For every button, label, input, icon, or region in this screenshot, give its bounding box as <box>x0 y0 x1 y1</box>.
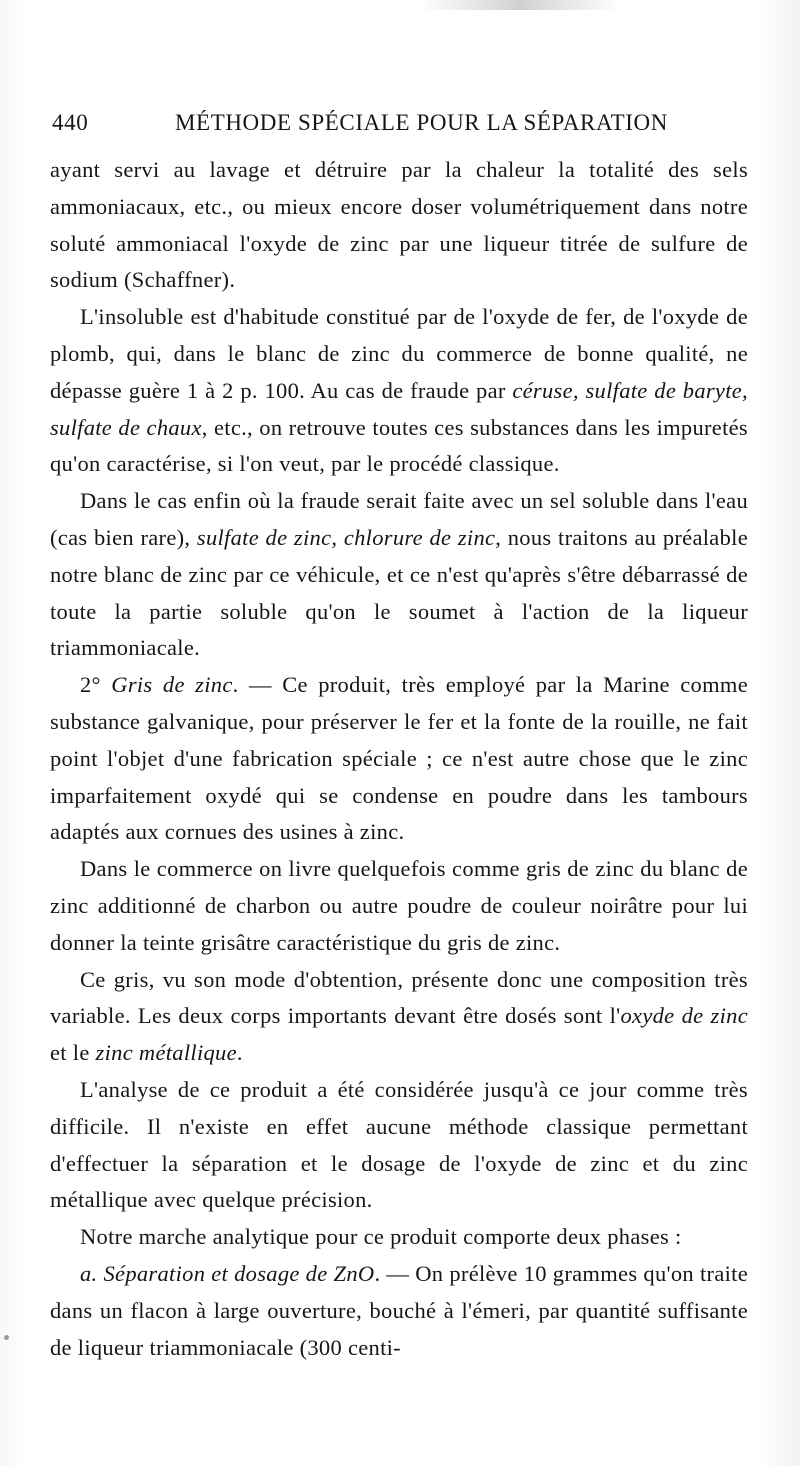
paragraph-2-italic: céruse, sulfate de baryte, sulfate de chaux <box>50 377 748 440</box>
paragraph-6-italic-1: oxyde de zinc <box>620 1003 748 1029</box>
paragraph-3-italic: sulfate de zinc, chlorure de zinc <box>196 524 496 550</box>
paragraph-4-text-b: . — Ce produit, très employé par la Marine comme substance galvanique, pour préserver le fer et la fonte de la rouille, ne fait point l'objet d'une fabrication spéciale ; ce n'est autre chose que le zinc imparfaitement oxydé qui se condense en poudre dans les tambours adaptés aux cornues des usines à zinc. <box>50 672 748 845</box>
paragraph-2-text-a: L'insoluble est d'habitude constitué par de l'oxyde de fer, de l'oxyde de plomb, qui, dans le blanc de zinc du commerce de bonne qualité, ne dépasse guère 1 à 2 p. 100. Au cas de fraude par <box>50 304 748 403</box>
page-number: 440 <box>52 110 89 135</box>
paragraph-3-text-a: Dans le cas enfin où la fraude serait faite avec un sel soluble dans l'eau (cas bien rare), <box>50 488 748 550</box>
scan-smudge <box>420 0 620 10</box>
paragraph-6-text-c: . <box>236 1040 243 1066</box>
paragraph-1: ayant servi au lavage et détruire par la chaleur la totalité des sels ammoniacaux, etc., ou mieux encore doser volumétriquement dans notre soluté ammoniacal l'oxyde de zinc par une liqueur titrée de sulfure de sodium (Schaffner). <box>50 157 748 293</box>
paragraph-4 <box>50 667 748 851</box>
margin-mark <box>4 1335 9 1340</box>
paragraph-4-text-a: 2° <box>80 672 112 698</box>
running-header <box>52 110 746 146</box>
paragraph-2-text-b: , etc., on retrouve toutes ces substances dans les impuretés qu'on caractérise, si l'on veut, par le procédé classique. <box>50 414 748 477</box>
paragraph-7: L'analyse de ce produit a été considérée jusqu'à ce jour comme très difficile. Il n'existe en effet aucune méthode classique permettant d'effectuer la séparation et le dosage de l'oxyde de zinc et du zinc métallique avec quelque précision. <box>50 1076 748 1213</box>
paragraph-6-text-b: et le <box>50 1040 96 1066</box>
paragraph-6-italic-2: zinc métallique <box>95 1040 237 1066</box>
paragraph-4-italic: Gris de zinc <box>111 672 233 698</box>
running-title: MÉTHODE SPÉCIALE POUR LA SÉPARATION <box>175 110 668 135</box>
paragraph-9-italic: a. Séparation et dosage de ZnO <box>80 1260 375 1286</box>
paragraph-9-text-b: . — On prélève 10 grammes qu'on traite dans un flacon à large ouverture, bouché à l'émeri, par quantité suffisante de liqueur triammoniacale (300 centi- <box>50 1260 748 1360</box>
paragraph-5: Dans le commerce on livre quelquefois comme gris de zinc du blanc de zinc additionné de charbon ou autre poudre de couleur noirâtre pour lui donner la teinte grisâtre caractéristique du gris de zinc. <box>50 856 748 955</box>
paragraph-2 <box>50 299 748 483</box>
paragraph-3-text-b: , nous traitons au préalable notre blanc de zinc par ce véhicule, et ce n'est qu'après s'être débarrassé de toute la partie soluble qu'on le soumet à l'action de la liqueur triammoniacale. <box>50 524 748 661</box>
paragraph-3 <box>50 483 748 667</box>
paragraph-6-text-a: Ce gris, vu son mode d'obtention, présente donc une composition très variable. Les deux corps importants devant être dosés sont l' <box>50 966 748 1029</box>
body-text <box>50 152 748 1366</box>
paragraph-8: Notre marche analytique pour ce produit comporte deux phases : <box>80 1224 682 1250</box>
paragraph-6 <box>50 962 748 1072</box>
paragraph-9 <box>50 1256 748 1366</box>
